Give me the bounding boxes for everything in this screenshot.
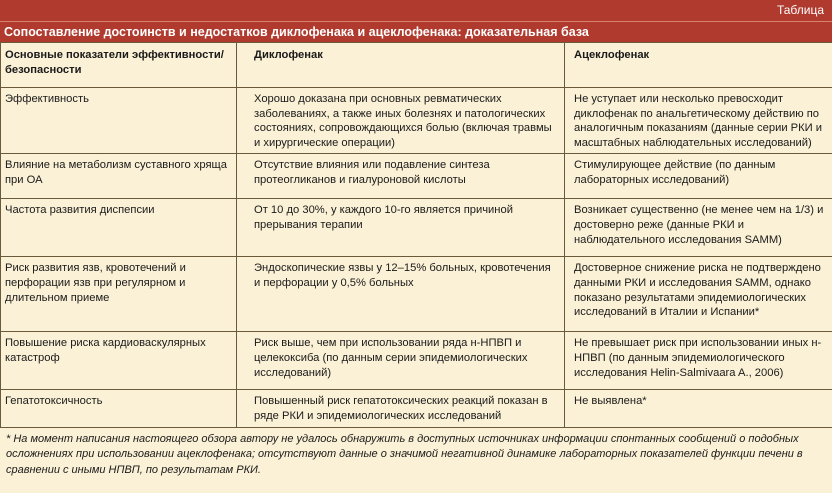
row-aceclofenac: Не превышает риск при использовании иных н-НПВП (по данным эпидемиологического исследования Helin-Salmivaara A., 2006) [565, 332, 832, 390]
row-parameter: Частота развития диспепсии [1, 199, 237, 257]
row-parameter: Эффективность [1, 88, 237, 154]
row-diclofenac: Эндоскопические язвы у 12–15% больных, кровотечения и перфорации у 0,5% больных [237, 257, 565, 332]
comparison-table [0, 42, 832, 428]
row-aceclofenac: Стимулирующее действие (по данным лабораторных исследований) [565, 154, 832, 199]
row-diclofenac: Хорошо доказана при основных ревматических заболеваниях, а также иных болезнях и патологических состояниях, сопровождающихся болью (включая травмы и хирургические операции) [237, 88, 565, 154]
header-diclofenac: Диклофенак [237, 43, 565, 88]
row-parameter: Риск развития язв, кровотечений и перфорации язв при регулярном и длительном приеме [1, 257, 237, 332]
row-aceclofenac: Достоверное снижение риска не подтверждено данными РКИ и исследования SAMM, однако показано результатами эпидемиологических исследований в Италии и Испании* [565, 257, 832, 332]
table-footnote: * На момент написания настоящего обзора автору не удалось обнаружить в доступных источниках информации спонтанных сообщений о подобных осложнениях при использовании ацеклофенака; отсутствуют данные о значимой негативной динамике лабораторных показателей функции печени в сравнении с иными НПВП, по результатам РКИ. [6, 432, 803, 476]
table-row [1, 257, 832, 332]
row-diclofenac: Риск выше, чем при использовании ряда н-НПВП и целекоксиба (по данным серии эпидемиологических исследований) [237, 332, 565, 390]
row-diclofenac: Повышенный риск гепатотоксических реакций показан в ряде РКИ и эпидемиологических исследований [237, 390, 565, 427]
table-row [1, 199, 832, 257]
table-row [1, 154, 832, 199]
table-row [1, 332, 832, 390]
table-title: Сопоставление достоинств и недостатков диклофенака и ацеклофенака: доказательная база [0, 21, 832, 42]
table-row [1, 390, 832, 427]
table-header-row [1, 43, 832, 88]
table-row [1, 88, 832, 154]
row-aceclofenac: Возникает существенно (не менее чем на 1/3) и достоверно реже (данные РКИ и наблюдательного исследования SAMM) [565, 199, 832, 257]
row-diclofenac: От 10 до 30%, у каждого 10-го является причиной прерывания терапии [237, 199, 565, 257]
row-parameter: Влияние на метаболизм суставного хряща при ОА [1, 154, 237, 199]
row-diclofenac: Отсутствие влияния или подавление синтеза протеогликанов и гиалуроновой кислоты [237, 154, 565, 199]
row-aceclofenac: Не выявлена* [565, 390, 832, 427]
row-parameter: Гепатотоксичность [1, 390, 237, 427]
row-aceclofenac: Не уступает или несколько превосходит диклофенак по анальгетическому действию по аналогичным показаниям (данные серии РКИ и масштабных наблюдательных исследований) [565, 88, 832, 154]
header-aceclofenac: Ацеклофенак [565, 43, 832, 88]
table-label-bar [0, 0, 832, 21]
row-parameter: Повышение риска кардиоваскулярных катастроф [1, 332, 237, 390]
table-label: Таблица [776, 3, 824, 17]
header-parameters: Основные показатели эффективности/ безопасности [1, 43, 237, 88]
